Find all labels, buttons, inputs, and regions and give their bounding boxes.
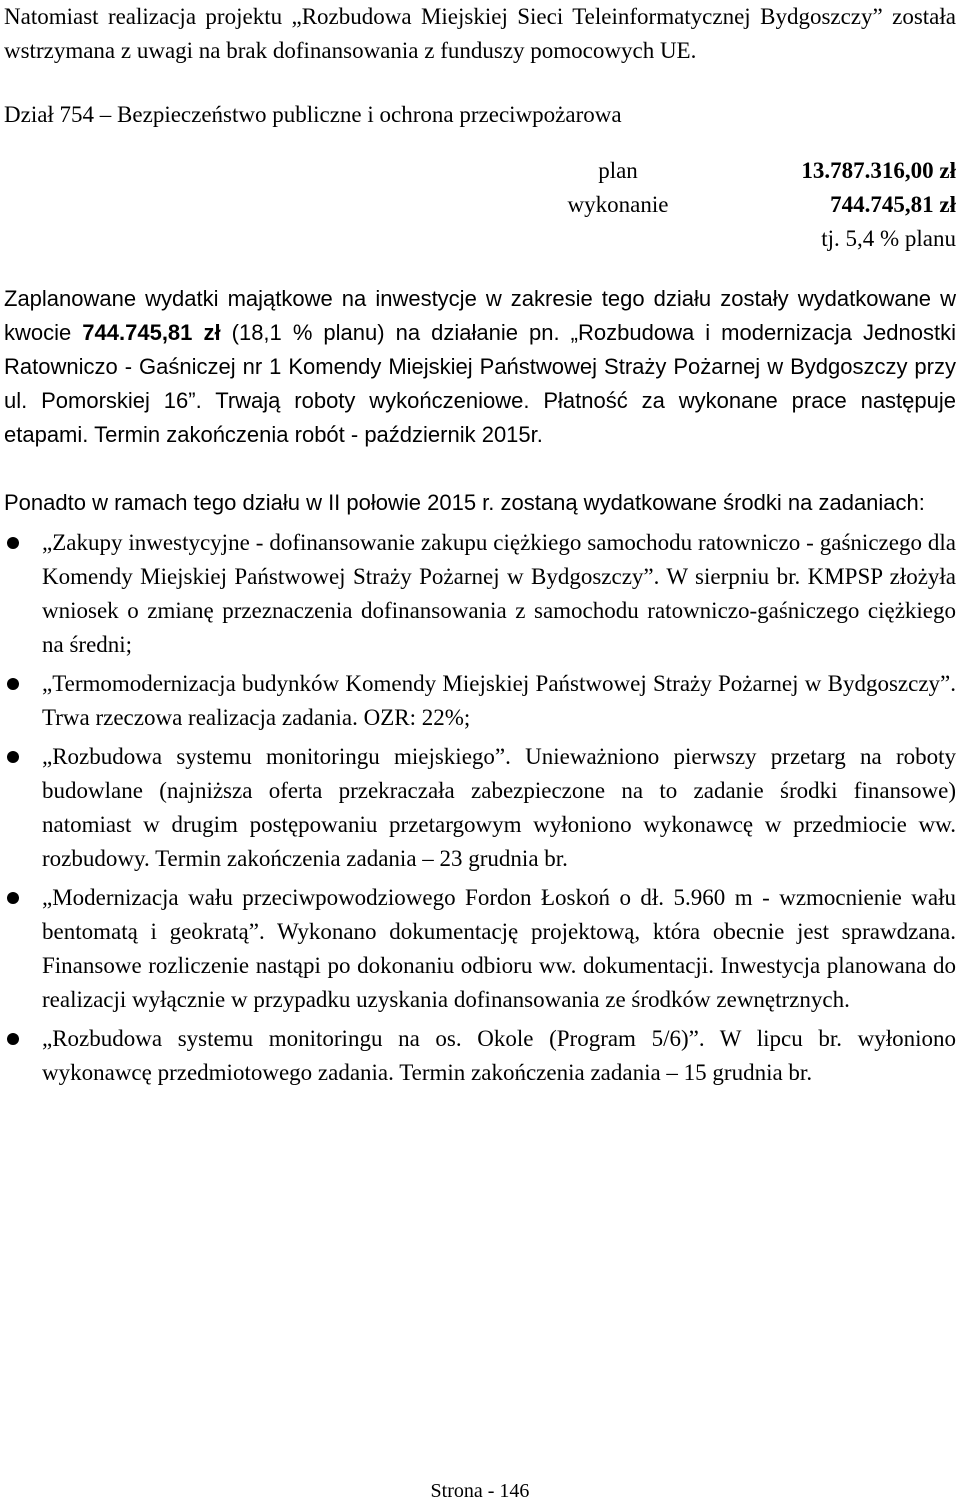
document-page xyxy=(4,0,956,1509)
task-text: „Rozbudowa systemu monitoringu miejskiego”. Unieważniono pierwszy przetarg na roboty budowlane (najniższa oferta przekraczała zabezpieczone na to zadanie środki finansowe) natomiast w drugim postępowaniu przetargowym wyłoniono wykonawcę w przedmiocie ww. rozbudowy. Termin zakończenia zadania – 23 grudnia br. xyxy=(42,744,956,871)
plan-value: 13.787.316,00 zł xyxy=(801,158,956,183)
bullet-icon xyxy=(7,678,19,690)
plan-label: plan xyxy=(598,158,638,183)
page-number: Strona - 146 xyxy=(430,1480,530,1502)
execution-percent: tj. 5,4 % planu xyxy=(821,226,956,251)
list-item xyxy=(4,667,956,735)
list-item xyxy=(4,881,956,1017)
task-list xyxy=(4,526,956,1090)
bullet-icon xyxy=(7,892,19,904)
list-item xyxy=(4,526,956,662)
task-text: „Rozbudowa systemu monitoringu na os. Okole (Program 5/6)”. W lipcu br. wyłoniono wykonawcę przedmiotowego zadania. Termin zakończenia zadania – 15 grudnia br. xyxy=(42,1026,956,1085)
description-text-2: (18,1 % planu) na działanie pn. „Rozbudowa i modernizacja Jednostki Ratowniczo - Gaśniczej nr 1 Komendy Miejskiej Państwowej Straży Pożarnej w Bydgoszczy przy ul. Pomorskiej 16”. Trwają roboty wykończeniowe. Płatność za wykonane prace następuje etapami. Termin zakończenia robót - październik 2015r. xyxy=(4,320,957,447)
description-text-1: Zaplanowane wydatki majątkowe na inwestycje w zakresie tego działu zostały wydatkowane w kwocie xyxy=(4,286,956,345)
execution-label: wykonanie xyxy=(567,192,669,217)
task-text: „Modernizacja wału przeciwpowodziowego Fordon Łoskoń o dł. 5.960 m - wzmocnienie wału bentomatą i geokratą”. Wykonano dokumentację projektową, która obecnie jest sprawdzana. Finansowe rozliczenie nastąpi po dokonaniu odbioru ww. dokumentacji. Inwestycja planowana do realizacji wyłącznie w przypadku uzyskania dofinansowania ze środków zewnętrznych. xyxy=(42,885,956,1012)
intro-paragraph: Natomiast realizacja projektu „Rozbudowa Miejskiej Sieci Teleinformatycznej Bydgoszczy” została wstrzymana z uwagi na brak dofinansowania z funduszy pomocowych UE. xyxy=(4,4,956,63)
execution-value: 744.745,81 zł xyxy=(830,192,956,217)
bullet-icon xyxy=(7,751,19,763)
bullet-icon xyxy=(7,537,19,549)
task-text: „Termomodernizacja budynków Komendy Miejskiej Państwowej Straży Pożarnej w Bydgoszczy”. Trwa rzeczowa realizacja zadania. OZR: 22%; xyxy=(42,671,956,730)
budget-execution-row xyxy=(538,188,956,222)
budget-summary xyxy=(538,154,956,256)
description-amount: 744.745,81 zł xyxy=(82,320,221,345)
section-title: Dział 754 – Bezpieczeństwo publiczne i ochrona przeciwpożarowa xyxy=(4,102,622,127)
task-text: „Zakupy inwestycyjne - dofinansowanie zakupu ciężkiego samochodu ratowniczo - gaśniczego dla Komendy Miejskiej Państwowej Straży Pożarnej w Bydgoszczy”. W sierpniu br. KMPSP złożyła wniosek o zmianę przeznaczenia dofinansowania z samochodu ratowniczo-gaśniczego ciężkiego na średni; xyxy=(42,530,956,657)
list-item xyxy=(4,1022,956,1090)
bullet-icon xyxy=(7,1033,19,1045)
ponadto-paragraph: Ponadto w ramach tego działu w II połowie 2015 r. zostaną wydatkowane środki na zadaniach: xyxy=(4,490,925,515)
list-item xyxy=(4,740,956,876)
description-paragraph xyxy=(4,282,956,452)
budget-plan-row xyxy=(538,154,956,188)
